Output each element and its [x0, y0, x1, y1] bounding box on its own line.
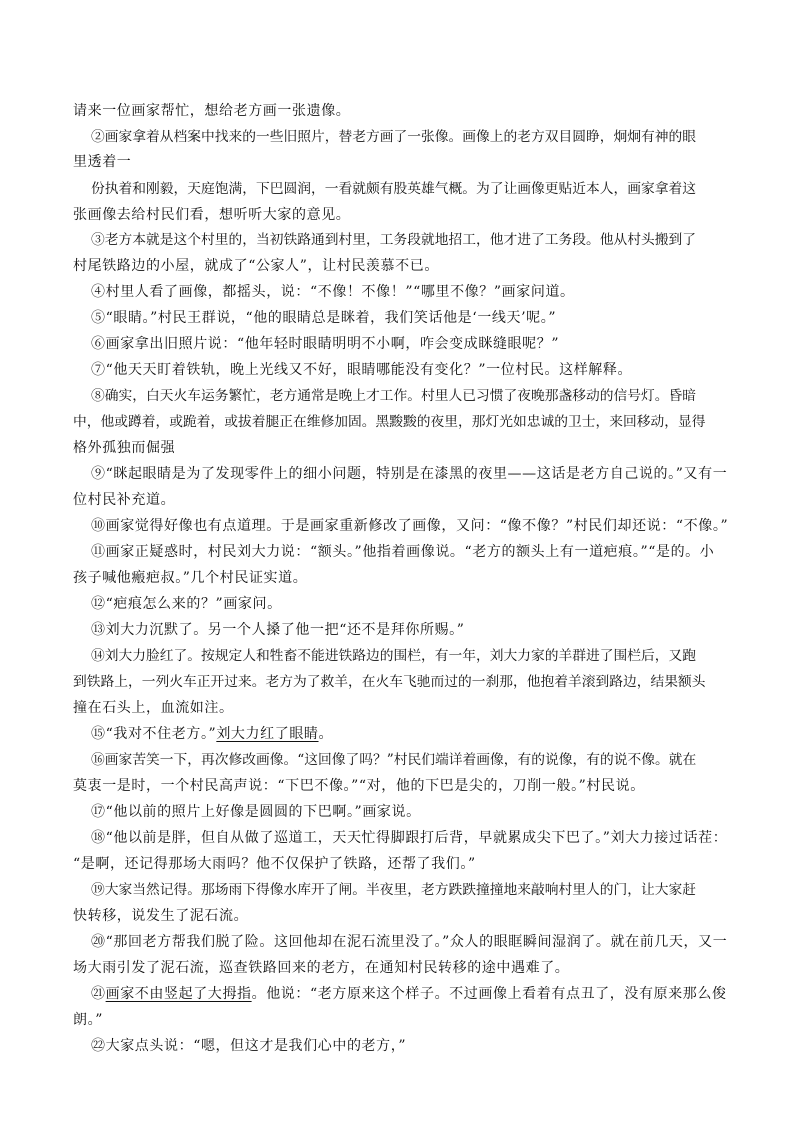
- period: 。: [318, 726, 334, 742]
- paragraph-4-line: ④村里人看了画像，都摇头，说：“不像！不像！”“哪里不像？”画家问道。: [91, 284, 575, 300]
- paragraph-21-line: [91, 983, 727, 1005]
- paragraph-19-line: ⑲大家当然记得。那场雨下得像水库开了闸。半夜里，老方跌跌撞撞地来敲响村里人的门，让大家赶: [91, 882, 697, 898]
- text-line: 村尾铁路边的小屋，就成了“公家人”，让村民羡慕不已。: [73, 258, 439, 274]
- text-line: 中，他或蹲着，或跪着，或拔着腿正在维修加固。黑黢黢的夜里，那灯光如忠诚的卫士，来回移动，显得: [73, 414, 706, 430]
- text-line: 快转移，说发生了泥石流。: [73, 908, 249, 924]
- paragraph-9-line: ⑨“眯起眼睛是为了发现零件上的细小问题，特别是在漆黑的夜里——这话是老方自己说的。”又有一: [91, 466, 728, 482]
- paragraph-15-line: [91, 723, 333, 745]
- paragraph-16-line: ⑯画家苦笑一下，再次修改画像。“这回像了吗？”村民们端详着画像，有的说像，有的说不像。就在: [91, 752, 697, 768]
- text-line: 朗。”: [73, 1012, 103, 1028]
- paragraph-15-quote: ⑮“我对不住老方。”: [91, 726, 217, 742]
- text-line: 张画像去给村民们看，想听听大家的意见。: [73, 207, 351, 223]
- underlined-phrase: 刘大力红了眼睛: [216, 726, 319, 742]
- paragraph-8-line: ⑧确实，白天火车运务繁忙，老方通常是晚上才工作。村里人已习惯了夜晚那盏移动的信号灯。昏暗: [91, 388, 697, 404]
- text-line: 到铁路上，一列火车正开过来。老方为了救羊，在火车飞驰而过的一刹那，他抱着羊滚到路边，结果额头: [73, 674, 706, 690]
- paragraph-2-line: ②画家拿着从档案中找来的一些旧照片，替老方画了一张像。画像上的老方双目圆睁，炯炯有神的眼: [91, 129, 697, 145]
- underlined-phrase: 画家不由竖起了大拇指: [105, 986, 252, 1002]
- paragraph-5-line: ⑤“眼睛。”村民王群说，“他的眼睛总是眯着，我们笑话他是‘一线天’呢。”: [91, 310, 557, 326]
- paragraph-14-line: ⑭刘大力脸红了。按规定人和牲畜不能进铁路边的围栏，有一年，刘大力家的羊群进了围栏后，又跑: [91, 648, 697, 664]
- text-line: 场大雨引发了泥石流，巡查铁路回来的老方，在通知村民转移的途中遇难了。: [73, 960, 570, 976]
- text-line: 请来一位画家帮忙，想给老方画一张遗像。: [73, 103, 351, 119]
- paragraph-7-line: ⑦“他天天盯着铁轨，晚上光线又不好，眼睛哪能没有变化？”一位村民。这样解释。: [91, 362, 633, 378]
- paragraph-18-line: ⑱“他以前是胖，但自从做了巡道工，天天忙得脚跟打后背，早就累成尖下巴了。”刘大力接过话茬：: [91, 830, 728, 846]
- paragraph-20-line: ⑳“那回老方帮我们脱了险。这回他却在泥石流里没了。”众人的眼眶瞬间湿润了。就在前几天，又一: [91, 934, 728, 950]
- paragraph-3-line: ③老方本就是这个村里的，当初铁路通到村里，工务段就地招工，他才进了工务段。他从村头搬到了: [91, 232, 697, 248]
- paragraph-22-line: ㉒大家点头说：“嗯，但这才是我们心中的老方，”: [91, 1038, 407, 1054]
- paragraph-11-line: ⑪画家正疑惑时，村民刘大力说：“额头。”他指着画像说。“老方的额头上有一道疤痕。”“是的。小: [91, 544, 715, 560]
- text-line: 孩子喊他瘢疤叔。”几个村民证实道。: [73, 570, 308, 586]
- paragraph-13-line: ⑬刘大力沉默了。另一个人搡了他一把“还不是拜你所赐。”: [91, 622, 465, 638]
- text-line: 格外孤独而倔强: [73, 440, 176, 456]
- paragraph-17-line: ⑰“他以前的照片上好像是圆圆的下巴啊。”画家说。: [91, 804, 421, 820]
- paragraph-12-line: ⑫“疤痕怎么来的？”画家问。: [91, 596, 282, 612]
- text-line: 莫衷一是时，一个村民高声说：“下巴不像。”“对，他的下巴是尖的，刀削一般。”村民说。: [73, 778, 645, 794]
- paragraph-6-line: ⑥画家拿出旧照片说：“他年轻时眼睛明明不小啊，咋会变成眯缝眼呢？”: [91, 336, 560, 352]
- text-line: 撞在石头上，血流如注。: [73, 700, 234, 716]
- paragraph-21-number: ㉑: [91, 986, 106, 1002]
- text-line: 里透着一: [73, 154, 132, 170]
- text-line: 份执着和刚毅，天庭饱满，下巴圆润，一看就颇有股英雄气概。为了让画像更贴近本人，画家拿着这: [91, 181, 697, 197]
- text-line: “是啊，还记得那场大雨吗？他不仅保护了铁路，还帮了我们。”: [73, 856, 476, 872]
- paragraph-21-rest: 。他说：“老方原来这个样子。不过画像上看着有点丑了，没有原来那么俊: [251, 986, 727, 1002]
- paragraph-10-line: ⑩画家觉得好像也有点道理。于是画家重新修改了画像，又问：“像不像？”村民们却还说：“不像。”: [91, 518, 729, 534]
- text-line: 位村民补充道。: [73, 492, 176, 508]
